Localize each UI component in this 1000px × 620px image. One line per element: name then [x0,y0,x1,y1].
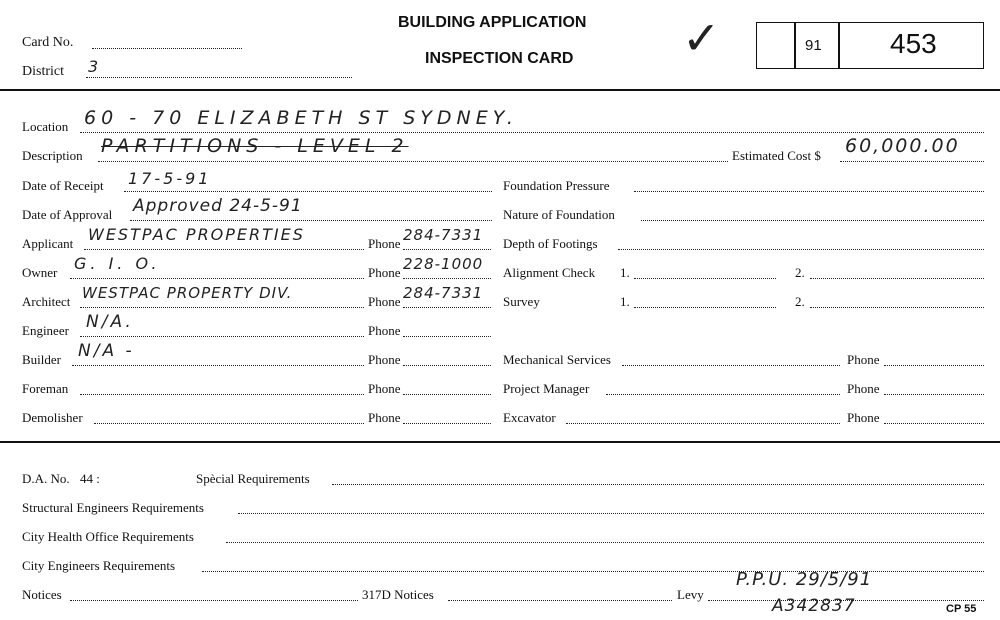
date-receipt-value: 17-5-91 [128,169,212,188]
engineer-label: Engineer [22,323,69,338]
survey-2-label: 2. [795,294,805,309]
foreman-label: Foreman [22,381,69,396]
title-line-2: INSPECTION CARD [425,50,574,67]
structural-label: Structural Engineers Requirements [22,500,204,515]
architect-phone-value: 284-7331 [403,284,484,302]
owner-line [70,268,364,279]
levy-label: Levy [677,587,704,602]
city-eng-label: City Engineers Requirements [22,558,176,573]
applicant-label: Applicant [22,236,74,251]
owner-phone-label: Phone [368,265,401,280]
checkmark-icon: ✓ [682,11,722,65]
architect-value: WESTPAC PROPERTY DIV. [82,284,293,302]
notices-317d-label: 317D Notices [362,587,434,602]
date-receipt-label: Date of Receipt [22,178,104,193]
location-line [80,122,984,133]
engineer-value: N/A. [86,312,134,332]
nature-foundation-label: Nature of Foundation [503,207,615,222]
excavator-phone-label: Phone [847,410,880,425]
owner-phone-value: 228-1000 [403,255,484,273]
survey-label: Survey [503,294,540,309]
estimated-cost-value: 60,000.00 [845,135,960,157]
description-value: PARTITIONS - LEVEL 2 [101,135,409,157]
depth-footings-line [618,239,984,250]
owner-value: G. I. O. [74,254,161,273]
district-label: District [22,64,64,79]
applicant-line [84,239,364,250]
notices-line [70,590,358,601]
form-code: CP 55 [946,603,977,615]
special-req-label: Spècial Requirements [196,471,310,486]
district-line [86,67,352,78]
location-label: Location [22,119,69,134]
demolisher-label: Demolisher [22,410,83,425]
demolisher-phone-line [403,413,491,424]
architect-phone-line [403,297,491,308]
mechanical-phone-label: Phone [847,352,880,367]
alignment-check-label: Alignment Check [503,265,596,280]
depth-footings-label: Depth of Footings [503,236,598,251]
district-value: 3 [88,57,100,76]
date-approval-label: Date of Approval [22,207,113,222]
owner-label: Owner [22,265,58,280]
header-rule [0,89,1000,91]
builder-value: N/A - [78,341,135,361]
foreman-phone-line [403,384,491,395]
applicant-phone-label: Phone [368,236,401,251]
estimated-cost-line [840,151,984,162]
alignment-check-1-line [634,268,776,279]
mechanical-line [622,355,840,366]
builder-label: Builder [22,352,61,367]
owner-phone-line [403,268,491,279]
excavator-phone-line [884,413,984,424]
alignment-check-2-label: 2. [795,265,805,280]
survey-2-line [810,297,984,308]
mechanical-label: Mechanical Services [503,352,611,367]
excavator-line [566,413,840,424]
applicant-value: WESTPAC PROPERTIES [88,225,305,244]
date-receipt-line [124,181,492,192]
special-req-line [332,474,984,485]
alignment-check-2-line [810,268,984,279]
description-line [98,151,728,162]
foundation-pressure-line [634,181,984,192]
card-no-label: Card No. [22,35,74,50]
architect-line [80,297,364,308]
estimated-cost-label: Estimated Cost $ [732,148,821,163]
applicant-phone-value: 284-7331 [403,226,484,244]
card-year: 91 [805,37,822,54]
mechanical-phone-line [884,355,984,366]
da-no-label: D.A. No. [22,471,70,486]
project-manager-line [606,384,840,395]
engineer-phone-line [403,326,491,337]
foreman-phone-label: Phone [368,381,401,396]
survey-1-label: 1. [620,294,630,309]
architect-label: Architect [22,294,71,309]
excavator-label: Excavator [503,410,556,425]
nature-foundation-line [641,210,984,221]
levy-sub-value: A342837 [772,596,856,616]
date-approval-line [130,210,492,221]
builder-phone-line [403,355,491,366]
demolisher-phone-label: Phone [368,410,401,425]
project-manager-phone-line [884,384,984,395]
foreman-line [80,384,364,395]
notices-label: Notices [22,587,62,602]
project-manager-label: Project Manager [503,381,590,396]
health-line [226,532,984,543]
location-value: 60 - 70 ELIZABETH ST SYDNEY. [84,107,518,129]
levy-value: P.P.U. 29/5/91 [736,569,873,590]
engineer-line [80,326,364,337]
date-approval-value: Approved 24-5-91 [133,196,303,216]
applicant-phone-line [403,239,491,250]
project-manager-phone-label: Phone [847,381,880,396]
notices-317d-line [448,590,672,601]
box-divider-2 [838,22,840,69]
alignment-check-1-label: 1. [620,265,630,280]
survey-1-line [634,297,776,308]
health-label: City Health Office Requirements [22,529,194,544]
card-number: 453 [890,28,937,59]
builder-line [72,355,364,366]
architect-phone-label: Phone [368,294,401,309]
box-divider-1 [794,22,796,69]
demolisher-line [94,413,364,424]
title-line-1: BUILDING APPLICATION [398,14,587,31]
engineer-phone-label: Phone [368,323,401,338]
da-no-value: 44 : [80,471,100,486]
description-label: Description [22,148,83,163]
card-no-line [92,38,242,49]
card-number-box [756,22,984,69]
mid-rule [0,441,1000,443]
builder-phone-label: Phone [368,352,401,367]
structural-line [238,503,984,514]
foundation-pressure-label: Foundation Pressure [503,178,610,193]
